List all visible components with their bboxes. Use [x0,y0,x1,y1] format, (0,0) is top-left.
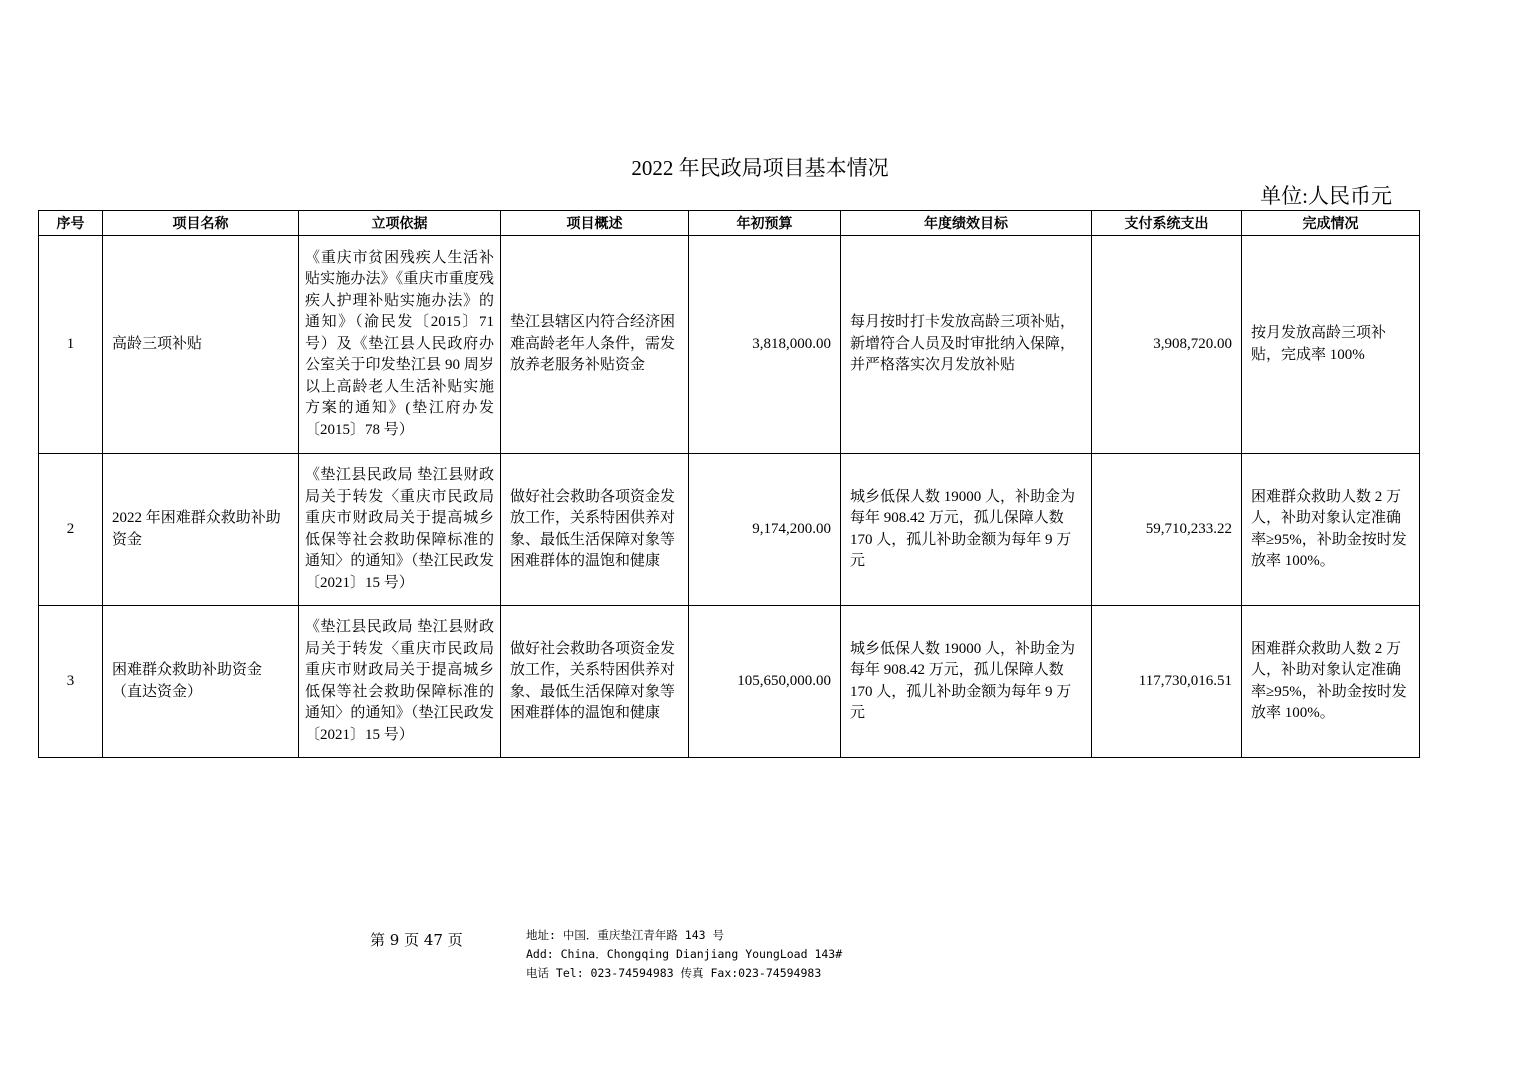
cell-summary: 垫江县辖区内符合经济困难高龄老年人条件，需发放养老服务补贴资金 [501,236,689,454]
cell-goal: 城乡低保人数 19000 人，补助金为每年 908.42 万元，孤儿保障人数 170 人，孤儿补助金额为每年 9 万元 [841,606,1092,758]
footer-contact [526,926,842,983]
table-row [39,236,1420,454]
header-summary: 项目概述 [501,211,689,236]
cell-budget: 3,818,000.00 [689,236,841,454]
cell-status: 困难群众救助人数 2 万人，补助对象认定准确率≥95%，补助金按时发放率 100%。 [1242,606,1420,758]
header-status: 完成情况 [1242,211,1420,236]
cell-spent: 3,908,720.00 [1092,236,1242,454]
cell-budget: 9,174,200.00 [689,454,841,606]
header-spent: 支付系统支出 [1092,211,1242,236]
page-title: 2022 年民政局项目基本情况 [631,156,889,180]
page-number: 第 9 页 47 页 [370,931,463,949]
header-goal: 年度绩效目标 [841,211,1092,236]
cell-project-name: 困难群众救助补助资金（直达资金） [103,606,299,758]
footer-phone: 电话 Tel: 023-74594983 传真 Fax:023-74594983 [526,966,822,980]
cell-spent: 117,730,016.51 [1092,606,1242,758]
cell-summary: 做好社会救助各项资金发放工作，关系特困供养对象、最低生活保障对象等困难群体的温饱和健康 [501,606,689,758]
cell-goal: 城乡低保人数 19000 人，补助金为每年 908.42 万元，孤儿保障人数 170 人，孤儿补助金额为每年 9 万元 [841,454,1092,606]
cell-seq: 2 [39,454,103,606]
footer-address-en: Add: China．Chongqing Dianjiang YoungLoad 143# [526,947,843,961]
cell-summary: 做好社会救助各项资金发放工作，关系特困供养对象、最低生活保障对象等困难群体的温饱和健康 [501,454,689,606]
table-row [39,454,1420,606]
cell-project-name: 2022 年困难群众救助补助资金 [103,454,299,606]
header-seq: 序号 [39,211,103,236]
cell-basis: 《重庆市贫困残疾人生活补贴实施办法》《重庆市重度残疾人护理补贴实施办法》的通知》（渝民发〔2015〕71 号）及《垫江县人民政府办公室关于印发垫江县 90 周岁以上高龄老人生活补贴实施方案的通知》(垫江府办发〔2015〕78 号） [299,236,501,454]
cell-seq: 3 [39,606,103,758]
header-project-name: 项目名称 [103,211,299,236]
project-table [38,210,1420,758]
cell-budget: 105,650,000.00 [689,606,841,758]
cell-spent: 59,710,233.22 [1092,454,1242,606]
cell-basis: 《垫江县民政局 垫江县财政局关于转发〈重庆市民政局 重庆市财政局关于提高城乡低保等社会救助保障标准的通知〉的通知》（垫江民政发〔2021〕15 号） [299,454,501,606]
cell-status: 困难群众救助人数 2 万人，补助对象认定准确率≥95%，补助金按时发放率 100%。 [1242,454,1420,606]
currency-unit-label: 单位:人民币元 [1260,184,1392,208]
table-header-row [39,211,1420,236]
cell-project-name: 高龄三项补贴 [103,236,299,454]
cell-status: 按月发放高龄三项补贴，完成率 100% [1242,236,1420,454]
header-budget: 年初预算 [689,211,841,236]
header-basis: 立项依据 [299,211,501,236]
table-row [39,606,1420,758]
footer-address-cn: 地址: 中国．重庆垫江青年路 143 号 [526,928,724,942]
cell-seq: 1 [39,236,103,454]
cell-basis: 《垫江县民政局 垫江县财政局关于转发〈重庆市民政局 重庆市财政局关于提高城乡低保等社会救助保障标准的通知〉的通知》（垫江民政发〔2021〕15 号） [299,606,501,758]
cell-goal: 每月按时打卡发放高龄三项补贴，新增符合人员及时审批纳入保障，并严格落实次月发放补贴 [841,236,1092,454]
